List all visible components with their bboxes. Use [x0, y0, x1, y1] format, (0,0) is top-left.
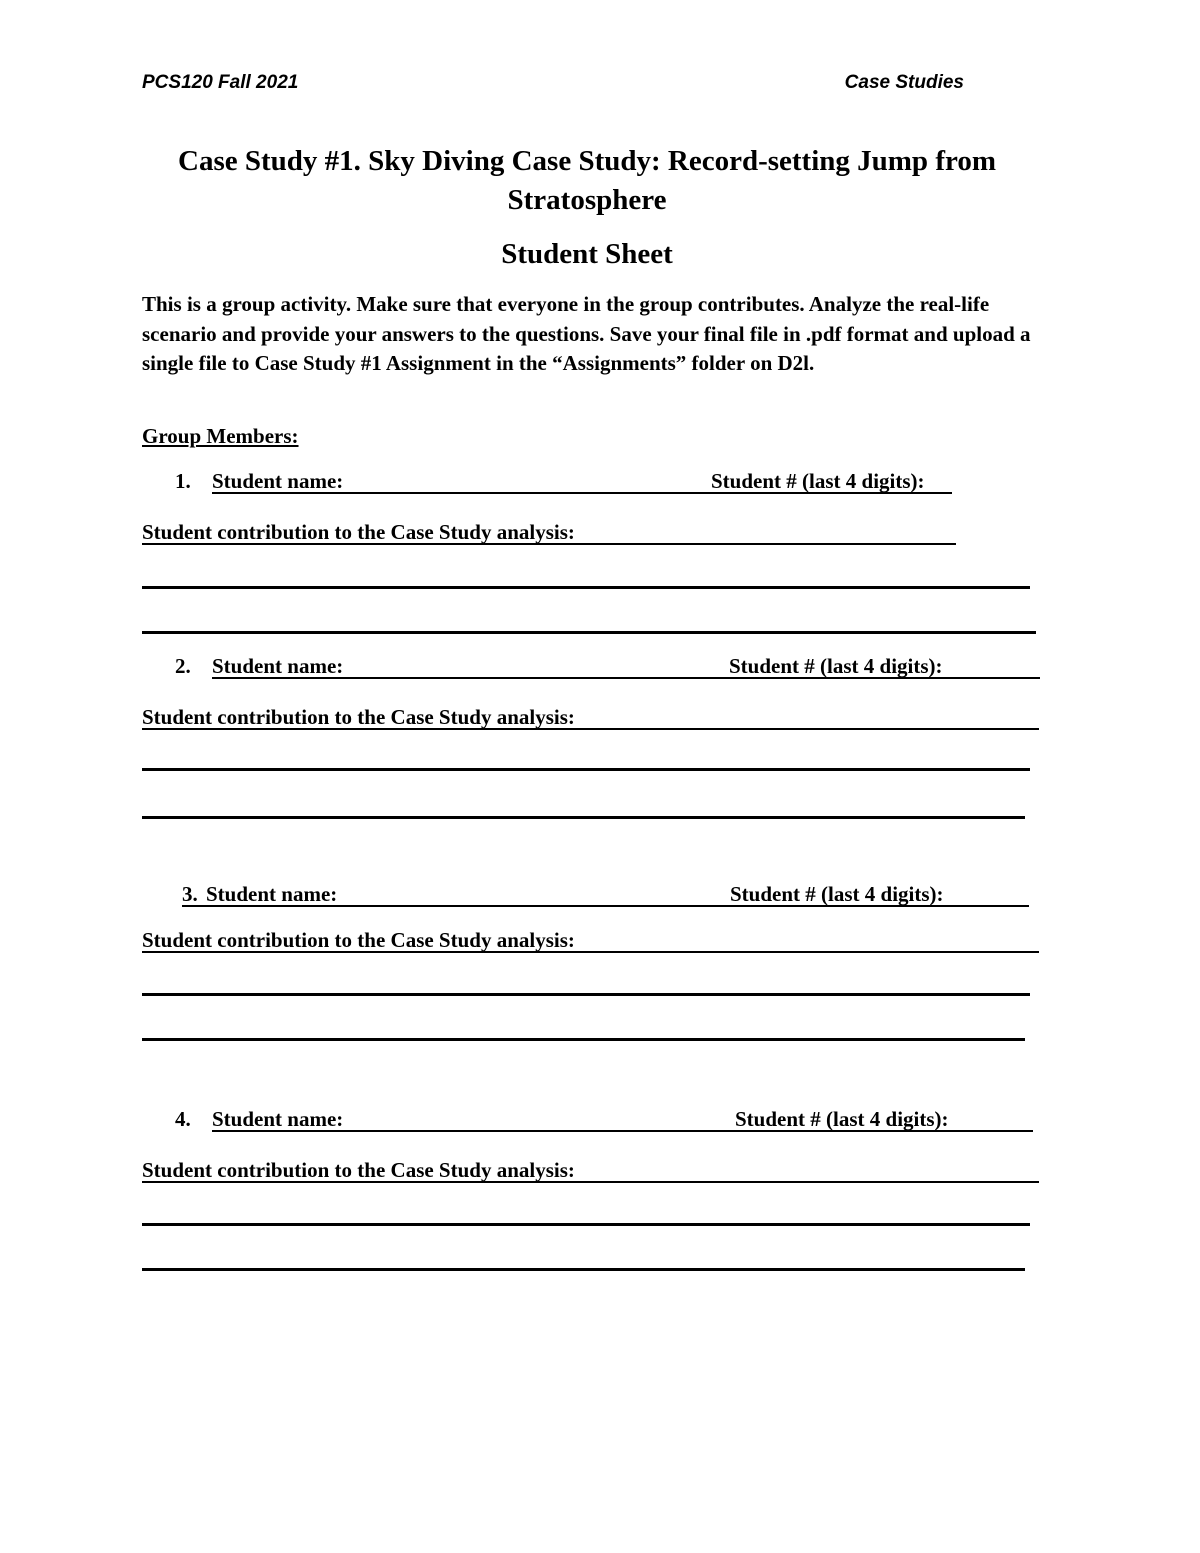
- student-2-number: 2.: [175, 654, 191, 678]
- instructions-paragraph: This is a group activity. Make sure that everyone in the group contributes. Analyze the real-life scenario and provide your answers to the questions. Save your final file in .pdf format and upload a single file to Case Study #1 Assignment in the “Assignments” folder on D2l.: [142, 292, 1031, 375]
- page-header: [142, 72, 964, 100]
- student-1-number: 1.: [175, 469, 191, 493]
- student-3-number: 3.: [182, 882, 198, 906]
- student-4-answer-line-2[interactable]: [142, 1268, 1025, 1271]
- student-name-label: Student name:: [212, 469, 344, 493]
- student-2-name-field[interactable]: [212, 653, 1040, 679]
- student-3-answer-line-2[interactable]: [142, 1038, 1025, 1041]
- student-id-label: Student # (last 4 digits):: [729, 654, 943, 678]
- student-3-answer-line-1[interactable]: [142, 993, 1030, 996]
- document-subtitle: Student Sheet: [501, 238, 673, 270]
- course-label: PCS120 Fall 2021: [142, 72, 299, 93]
- student-id-label: Student # (last 4 digits):: [735, 1107, 949, 1131]
- student-id-label: Student # (last 4 digits):: [730, 882, 944, 906]
- student-2-answer-line-1[interactable]: [142, 768, 1030, 771]
- student-1-contribution-label: Student contribution to the Case Study analysis:: [142, 519, 956, 545]
- student-id-label: Student # (last 4 digits):: [711, 469, 925, 493]
- student-4-name-field[interactable]: [212, 1106, 1033, 1132]
- student-name-label: Student name:: [212, 654, 344, 678]
- student-4-number: 4.: [175, 1107, 191, 1131]
- student-name-label: Student name:: [212, 1107, 344, 1131]
- student-2-answer-line-2[interactable]: [142, 816, 1025, 819]
- group-members-heading: Group Members:: [142, 424, 299, 448]
- student-1-answer-line-1[interactable]: [142, 586, 1030, 589]
- student-name-label: Student name:: [206, 882, 338, 906]
- student-1-name-field[interactable]: [212, 468, 952, 494]
- student-4-answer-line-1[interactable]: [142, 1223, 1030, 1226]
- student-4-contribution-label: Student contribution to the Case Study analysis:: [142, 1157, 1039, 1183]
- student-2-contribution-label: Student contribution to the Case Study analysis:: [142, 704, 1039, 730]
- section-label: Case Studies: [844, 72, 964, 93]
- student-1-answer-line-2[interactable]: [142, 631, 1036, 634]
- document-title: Case Study #1. Sky Diving Case Study: Record-setting Jump from Stratosphere: [178, 145, 996, 216]
- student-3-name-field[interactable]: [182, 881, 1029, 907]
- student-3-contribution-label: Student contribution to the Case Study analysis:: [142, 927, 1039, 953]
